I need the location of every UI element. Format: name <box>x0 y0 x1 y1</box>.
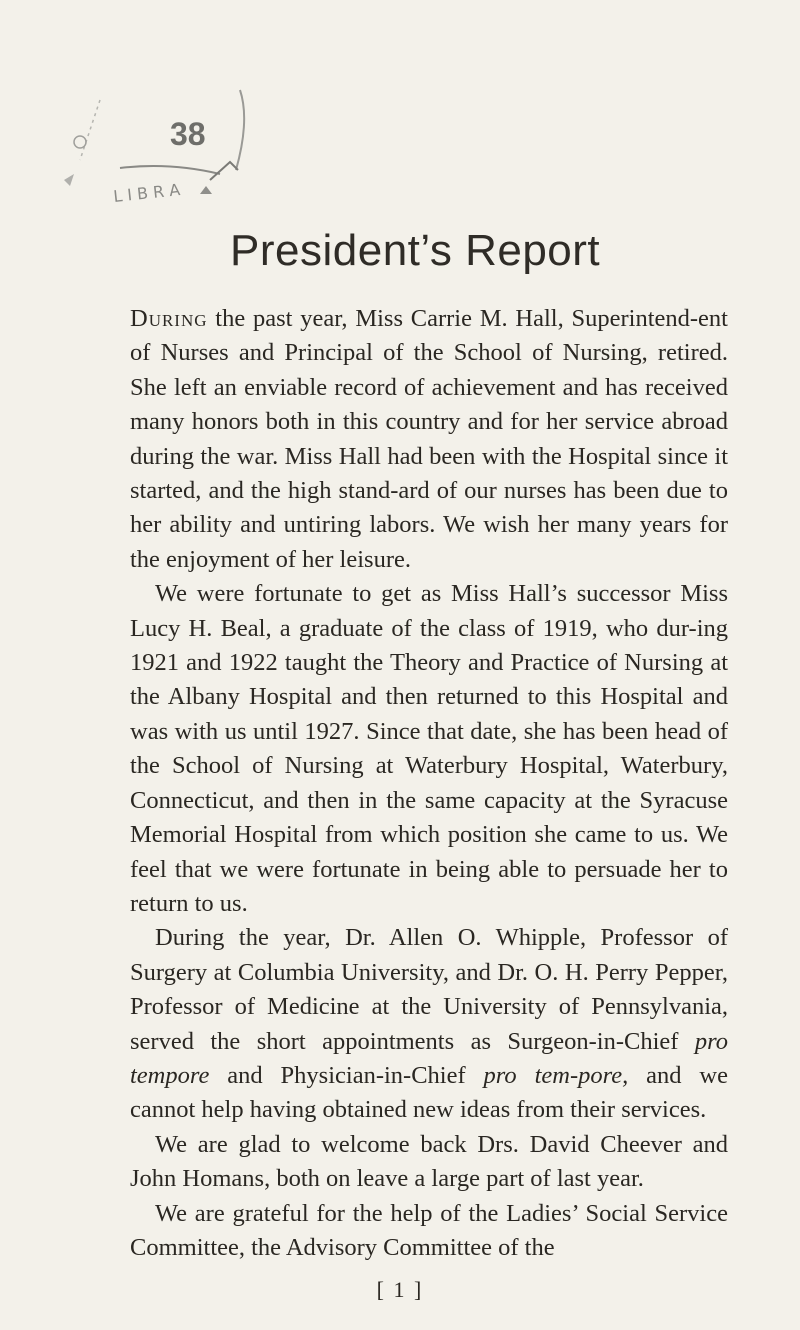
stamp-number: 38 <box>170 116 206 152</box>
stamp-icon <box>60 70 270 210</box>
italic-term: pro tempore <box>130 1027 728 1089</box>
page-number: [ 1 ] <box>376 1277 424 1302</box>
paragraph-text: and we cannot help having obtained new ideas from their services. <box>130 1061 728 1124</box>
paragraph-text: and Physician-in-Chief <box>209 1061 484 1089</box>
paragraph-text: During the year, Dr. Allen O. Whipple, Professor of Surgery at Columbia University, and Dr. O. H. Perry Pepper, Professor of Medicine at the University of Pennsylvania, served the short appointments as Surgeon-in-Chief <box>130 924 728 1055</box>
paragraph-1 <box>130 302 728 577</box>
paragraph-5: We are grateful for the help of the Ladies’ Social Service Committee, the Advisory Committee of the <box>130 1199 728 1261</box>
paragraph-lead: During <box>130 305 208 332</box>
paragraph-3 <box>130 921 728 1127</box>
italic-term: pro tem-pore, <box>483 1061 629 1089</box>
paragraph-2: We were fortunate to get as Miss Hall’s successor Miss Lucy H. Beal, a graduate of the class of 1919, who dur-ing 1921 and 1922 taught the Theory and Practice of Nursing at the Albany Hospital and then returned to this Hospital and was with us until 1927. Since that date, she has been head of the School of Nursing at Waterbury Hospital, Waterbury, Connecticut, and then in the same capacity at the Syracuse Memorial Hospital from which position she came to us. We feel that we were fortunate in being able to persuade her to return to us. <box>130 580 728 917</box>
svg-text:L I B R A: L I B R A <box>112 180 182 206</box>
library-stamp <box>60 70 270 210</box>
report-body <box>130 302 728 1265</box>
paragraph-text: the past year, Miss Carrie M. Hall, Superintend-ent of Nurses and Principal of the School of Nursing, retired. She left an enviable record of achievement and has received many honors both in this country and for her service abroad during the war. Miss Hall had been with the Hospital since it started, and the high stand-ard of our nurses has been due to her ability and untiring labors. We wish her many years for the enjoyment of her leisure. <box>130 305 728 573</box>
paragraph-4: We are glad to welcome back Drs. David Cheever and John Homans, both on leave a large part of last year. <box>130 1130 728 1193</box>
page-title: President’s Report <box>230 226 601 275</box>
